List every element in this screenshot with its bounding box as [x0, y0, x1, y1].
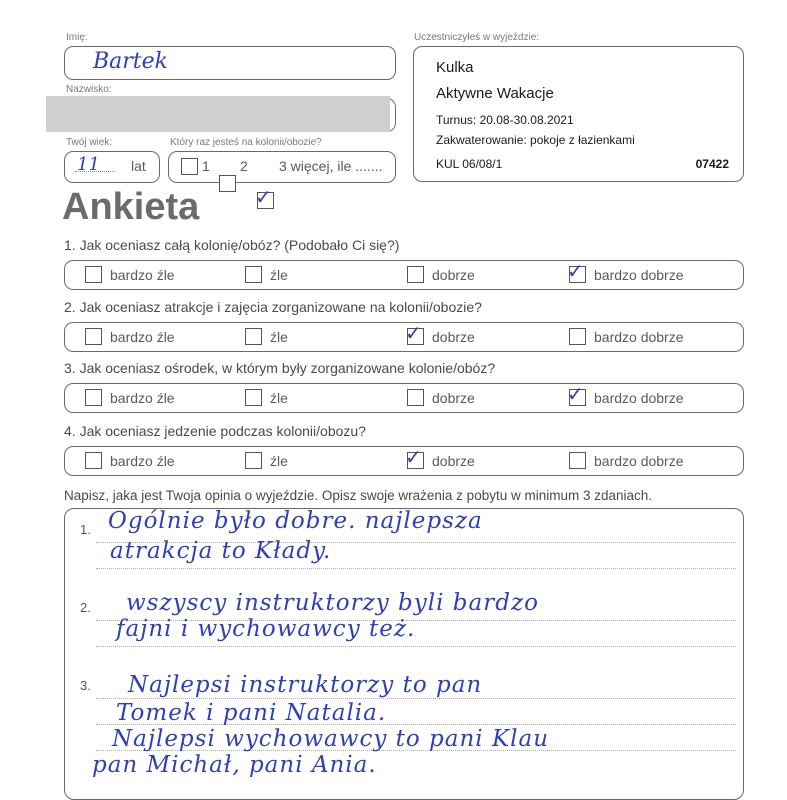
rating-checkbox[interactable] — [569, 452, 586, 469]
handwritten-line: pan Michał, pani Ania. — [92, 752, 377, 778]
question-4-options — [64, 446, 744, 476]
ktory-raz-label: Który raz jesteś na kolonii/obozie? — [170, 137, 322, 148]
wiek-field[interactable] — [64, 151, 160, 183]
rating-checkbox[interactable] — [567, 259, 586, 283]
rating-option-label: źle — [270, 328, 288, 345]
rating-option-label: dobrze — [432, 452, 475, 469]
rating-option-label: źle — [270, 452, 288, 469]
question-3-options — [64, 383, 744, 413]
rating-option[interactable] — [85, 266, 175, 283]
handwritten-line: Najlepsi instruktorzy to pan — [128, 672, 483, 698]
handwritten-line: wszyscy instruktorzy byli bardzo — [126, 590, 539, 616]
dotted-line — [96, 568, 736, 569]
tour-name: Kulka — [436, 59, 474, 76]
rating-checkbox[interactable] — [567, 382, 586, 406]
rating-option-label: bardzo źle — [110, 328, 175, 345]
handwritten-line: Tomek i pani Natalia. — [116, 700, 387, 726]
rating-option[interactable] — [245, 266, 288, 283]
check-mark-icon: ✓ — [255, 185, 272, 209]
handwritten-line: Ogólnie było dobre. najlepsza — [108, 508, 483, 534]
tour-label: Uczestniczyłeś w wyjeździe: — [414, 32, 540, 43]
rating-checkbox[interactable] — [85, 389, 102, 406]
check-mark-icon: ✓ — [567, 382, 584, 406]
opinion-number-3: 3. — [80, 678, 91, 693]
rating-option-label: bardzo źle — [110, 389, 175, 406]
ktory-raz-checkbox-1[interactable] — [181, 158, 198, 175]
rating-option-label: dobrze — [432, 266, 475, 283]
rating-checkbox[interactable] — [85, 328, 102, 345]
handwritten-line: atrakcja to Kłady. — [110, 538, 332, 564]
ktory-raz-option-2: 2 — [240, 158, 248, 174]
rating-checkbox[interactable] — [85, 452, 102, 469]
rating-option-label: bardzo dobrze — [594, 389, 684, 406]
question-2-text: 2. Jak oceniasz atrakcje i zajęcia zorganizowane na kolonii/obozie? — [64, 299, 482, 315]
handwritten-line: fajni i wychowawcy też. — [116, 616, 416, 642]
opinion-number-1: 1. — [80, 522, 91, 537]
ktory-raz-checkbox-2[interactable] — [219, 175, 236, 192]
question-1-text: 1. Jak oceniasz całą kolonię/obóz? (Podobało Ci się?) — [64, 237, 400, 253]
check-mark-icon: ✓ — [405, 445, 422, 469]
nazwisko-label: Nazwisko: — [66, 84, 112, 95]
rating-option[interactable] — [567, 259, 684, 283]
rating-option-label: bardzo dobrze — [594, 452, 684, 469]
rating-option[interactable] — [245, 389, 288, 406]
wiek-value: 11 — [77, 154, 100, 175]
rating-option[interactable] — [407, 389, 475, 406]
question-4-text: 4. Jak oceniasz jedzenie podczas kolonii/obozu? — [64, 423, 366, 439]
rating-checkbox[interactable] — [569, 328, 586, 345]
tour-box — [413, 46, 744, 182]
rating-option-label: bardzo źle — [110, 452, 175, 469]
ktory-raz-field[interactable] — [168, 151, 396, 209]
dotted-line — [96, 646, 736, 647]
rating-checkbox[interactable] — [407, 389, 424, 406]
question-1-options — [64, 260, 744, 290]
redaction-box — [46, 96, 390, 132]
rating-option-label: dobrze — [432, 389, 475, 406]
rating-checkbox[interactable] — [405, 321, 424, 345]
check-mark-icon: ✓ — [567, 259, 584, 283]
imie-value: Bartek — [93, 49, 168, 74]
tour-turnus: Turnus: 20.08-30.08.2021 — [436, 113, 574, 127]
tour-program: Aktywne Wakacje — [436, 85, 554, 102]
rating-option[interactable] — [245, 328, 288, 345]
wiek-label: Twój wiek: — [66, 137, 113, 148]
handwritten-line: Najlepsi wychowawcy to pani Klau — [112, 726, 550, 752]
rating-checkbox[interactable] — [245, 328, 262, 345]
rating-checkbox[interactable] — [405, 445, 424, 469]
rating-checkbox[interactable] — [85, 266, 102, 283]
question-3-text: 3. Jak oceniasz ośrodek, w którym były zorganizowane kolonie/obóz? — [64, 360, 496, 376]
rating-option-label: bardzo źle — [110, 266, 175, 283]
imie-field[interactable] — [64, 46, 396, 80]
imie-label: Imię: — [66, 32, 88, 43]
rating-checkbox[interactable] — [245, 452, 262, 469]
check-mark-icon: ✓ — [405, 321, 422, 345]
opinion-prompt: Napisz, jaka jest Twoja opinia o wyjeździe. Opisz swoje wrażenia z pobytu w minimum 3 zdaniach. — [64, 488, 653, 503]
rating-option[interactable] — [85, 452, 175, 469]
tour-code: KUL 06/08/1 — [436, 157, 503, 171]
rating-option-label: bardzo dobrze — [594, 328, 684, 345]
rating-option[interactable] — [567, 382, 684, 406]
rating-option[interactable] — [405, 321, 475, 345]
rating-checkbox[interactable] — [407, 266, 424, 283]
rating-option[interactable] — [245, 452, 288, 469]
rating-checkbox[interactable] — [245, 266, 262, 283]
opinion-number-2: 2. — [80, 600, 91, 615]
tour-number: 07422 — [695, 157, 729, 171]
tour-accommodation: Zakwaterowanie: pokoje z łazienkami — [436, 133, 635, 147]
rating-option[interactable] — [85, 328, 175, 345]
rating-option-label: źle — [270, 389, 288, 406]
wiek-dotted-line — [75, 171, 115, 172]
rating-option[interactable] — [569, 328, 684, 345]
ktory-raz-option-3: 3 więcej, ile ....... — [279, 158, 383, 174]
wiek-unit: lat — [131, 158, 146, 174]
question-2-options — [64, 322, 744, 352]
page-title: Ankieta — [62, 186, 200, 228]
ktory-raz-option-1: 1 — [202, 158, 210, 174]
rating-option-label: dobrze — [432, 328, 475, 345]
rating-option[interactable] — [569, 452, 684, 469]
dotted-line — [96, 698, 736, 699]
ktory-raz-checkbox-3[interactable] — [255, 185, 274, 209]
rating-option-label: źle — [270, 266, 288, 283]
rating-option[interactable] — [85, 389, 175, 406]
rating-option[interactable] — [407, 266, 475, 283]
rating-option[interactable] — [405, 445, 475, 469]
rating-checkbox[interactable] — [245, 389, 262, 406]
rating-option-label: bardzo dobrze — [594, 266, 684, 283]
